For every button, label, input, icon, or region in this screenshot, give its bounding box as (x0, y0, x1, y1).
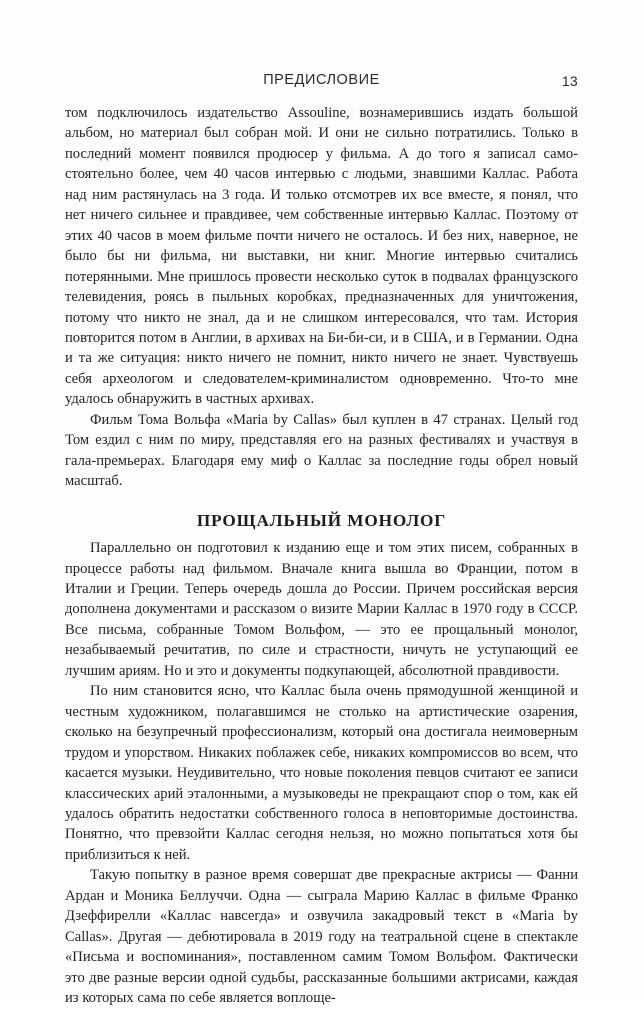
section-heading: ПРОЩАЛЬНЫЙ МОНОЛОГ (196, 510, 447, 530)
body-text-block (65, 103, 578, 1009)
running-header (65, 72, 578, 94)
running-header-title: ПРЕДИСЛОВИЕ (263, 72, 380, 88)
paragraph-po-nim: По ним становится ясно, что Каллас была очень прямодушной женщиной и честным художником, полагавшимся не столько на артистические озарения, сколько на безупречный профессионализм, который она достигала неимоверным трудом и упорством. Никаких поблажек себе, никаких компромиссов во всем, что касается музыки. Неудивительно, что новые поколения певцов считают ее записи классических арий эталонными, а музыковеды не прекращают спор о том, как ей удалось обратить недостатки собственного голоса в неповторимые достоинства. Понятно, что превзойти Каллас сегодня нельзя, но можно попытаться хотя бы приблизиться к ней. (65, 683, 578, 863)
paragraph-continuation: том подключилось издательство Assouline, вознамерившись издать большой альбом, но материал был собран мой. И они не сильно потратились. Только в последний момент появился продюсер у фильма. А до того я записал самостоятельно более, чем 40 часов интервью с людьми, знавшими Каллас. Работа над ним растянулась на 3 года. И только отсмотрев их все вместе, я понял, что нет ничего сильнее и правдивее, чем собственные интервью Каллас. Поэтому от этих 40 часов в моем фильме почти ничего не осталось. И без них, наверное, не было бы ни фильма, ни выставки, ни книг. Многие интервью считались потерянными. Мне пришлось провести несколько суток в подвалах французского телевидения, роясь в пыльных коробках, предназначенных для уничтожения, потому что никто не знал, да и не слишком интересовался, что там. История повторится потом в Англии, в архивах на Би-би-си, и в США, и в Германии. Одна и та же ситуация: никто ничего не помнит, никто ничего не знает. Чувствуешь себя археологом и следователем-криминалистом одновременно. Что-то мне удалось обнаружить в частных архивах. (65, 105, 578, 408)
paragraph-film-tom-wolf: Фильм Тома Вольфа «Maria by Callas» был куплен в 47 странах. Целый год Том ездил с ним по миру, представляя его на разных фестивалях и участвуя в гала-премьерах. Благодаря ему миф о Каллас за последние годы обрел новый масштаб. (65, 411, 578, 490)
paragraph-takuyu-popytku: Такую попытку в разное время совершат две прекрасные актрисы — Фанни Ардан и Моника Беллуччи. Одна — сыграла Марию Каллас в фильме Франко Дзеффирелли «Каллас навсегда» и озвучила закадровый текст в «Maria by Callas». Другая — дебютировала в 2019 году на театральной сцене в спектакле «Письма и воспоминания», поставленном самим Томом Вольфом. Фактически это две разные версии одной судьбы, рассказанные большими актрисами, каждая из которых сама по себе является воплоще- (65, 867, 578, 1007)
paragraph-parallel: Параллельно он подготовил к изданию еще и том этих писем, собранных в процессе работы над фильмом. Вначале книга вышла во Франции, потом в Италии и Греции. Теперь очередь дошла до России. Причем российская версия дополнена документами и рассказом о визите Марии Каллас в 1970 году в СССР. Все письма, собранные Томом Вольфом, — это ее прощальный монолог, незабываемый речитатив, по силе и страстности, ничуть не уступающий ее лучшим ариям. Но и это и документы подкупающей, абсолютной правдивости. (65, 540, 578, 679)
page-number: 13 (561, 73, 578, 89)
